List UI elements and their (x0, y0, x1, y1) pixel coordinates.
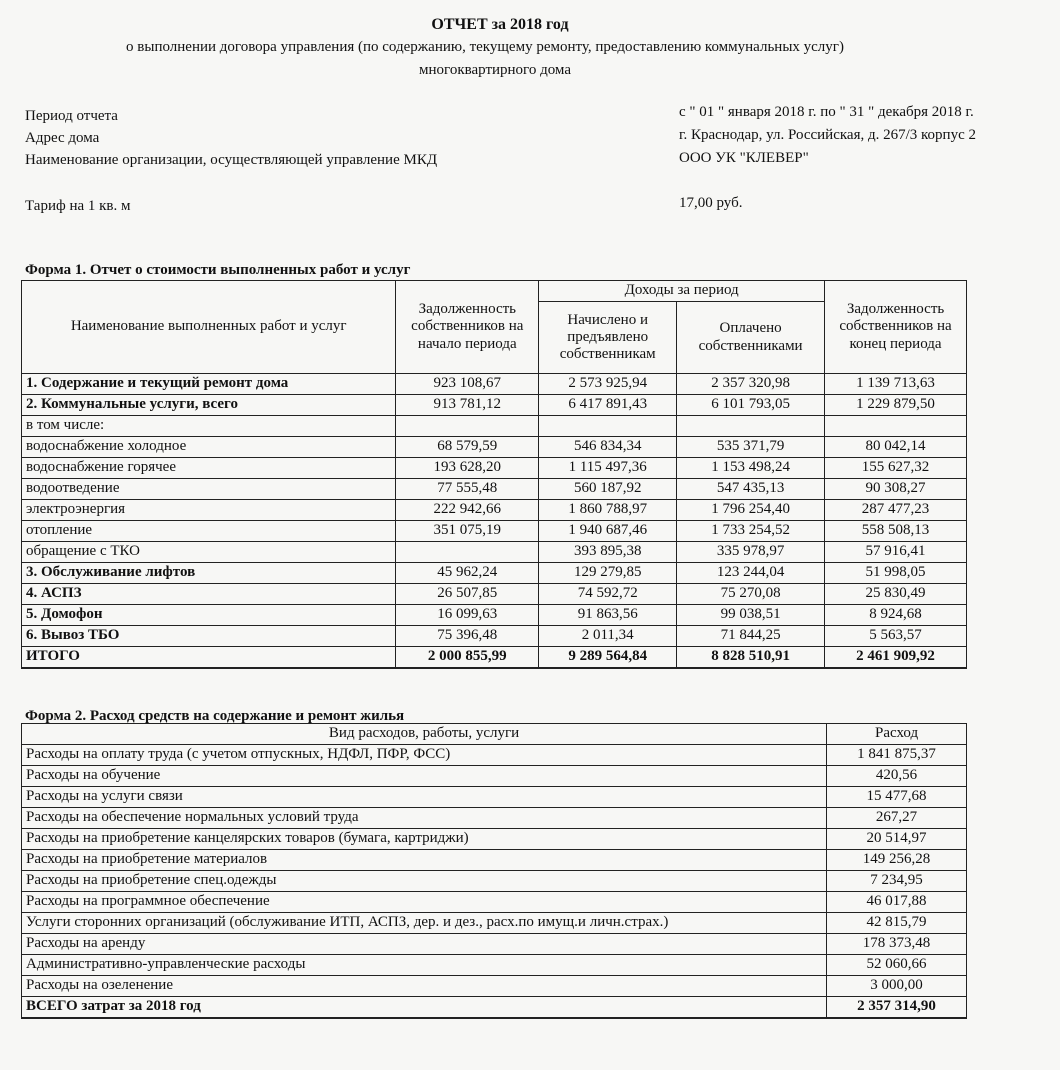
row-value: 1 796 254,40 (677, 500, 825, 521)
expense-value: 52 060,66 (827, 955, 967, 976)
row-label: водоснабжение горячее (22, 458, 396, 479)
header-name: Наименование выполненных работ и услуг (22, 281, 396, 374)
row-value: 923 108,67 (396, 374, 539, 395)
row-value: 26 507,85 (396, 584, 539, 605)
row-value: 68 579,59 (396, 437, 539, 458)
row-label: водоснабжение холодное (22, 437, 396, 458)
row-label: ИТОГО (22, 647, 396, 669)
period-value: с " 01 " января 2018 г. по " 31 " декабря 2018 г. (679, 104, 974, 120)
table-row (22, 563, 967, 584)
expense-value: 20 514,97 (827, 829, 967, 850)
row-value: 560 187,92 (539, 479, 677, 500)
expense-label: Административно-управленческие расходы (22, 955, 827, 976)
expense-value: 3 000,00 (827, 976, 967, 997)
row-value: 193 628,20 (396, 458, 539, 479)
row-value: 75 396,48 (396, 626, 539, 647)
table-row (22, 766, 967, 787)
row-value: 351 075,19 (396, 521, 539, 542)
row-value: 287 477,23 (825, 500, 967, 521)
table-row (22, 955, 967, 976)
row-value: 45 962,24 (396, 563, 539, 584)
row-value: 80 042,14 (825, 437, 967, 458)
row-value: 1 115 497,36 (539, 458, 677, 479)
row-label: 2. Коммунальные услуги, всего (22, 395, 396, 416)
header-income: Доходы за период (539, 281, 825, 302)
header-debt-start: Задолженность собственников на начало периода (396, 281, 539, 374)
expense-value: 178 373,48 (827, 934, 967, 955)
row-value: 123 244,04 (677, 563, 825, 584)
row-value: 393 895,38 (539, 542, 677, 563)
expense-label: Расходы на обеспечение нормальных условий труда (22, 808, 827, 829)
table-row (22, 374, 967, 395)
row-label: 6. Вывоз ТБО (22, 626, 396, 647)
row-value: 129 279,85 (539, 563, 677, 584)
row-label: водоотведение (22, 479, 396, 500)
expense-label: Расходы на приобретение спец.одежды (22, 871, 827, 892)
row-value: 558 508,13 (825, 521, 967, 542)
expense-label: Услуги сторонних организаций (обслуживание ИТП, АСПЗ, дер. и дез., расх.по имущ.и личн.страх.) (22, 913, 827, 934)
expense-label: Расходы на приобретение канцелярских товаров (бумага, картриджи) (22, 829, 827, 850)
table-row (22, 871, 967, 892)
row-value: 222 942,66 (396, 500, 539, 521)
row-value (825, 416, 967, 437)
row-value: 16 099,63 (396, 605, 539, 626)
row-label: 4. АСПЗ (22, 584, 396, 605)
row-value: 1 860 788,97 (539, 500, 677, 521)
row-value: 1 153 498,24 (677, 458, 825, 479)
row-value: 6 101 793,05 (677, 395, 825, 416)
expense-label: Расходы на аренду (22, 934, 827, 955)
row-value: 913 781,12 (396, 395, 539, 416)
table-row (22, 542, 967, 563)
address-label: Адрес дома (25, 130, 100, 146)
row-value: 25 830,49 (825, 584, 967, 605)
row-value: 51 998,05 (825, 563, 967, 584)
row-value: 9 289 564,84 (539, 647, 677, 669)
row-value: 8 924,68 (825, 605, 967, 626)
expense-value: 267,27 (827, 808, 967, 829)
table-row (22, 395, 967, 416)
row-label: 1. Содержание и текущий ремонт дома (22, 374, 396, 395)
table-row (22, 787, 967, 808)
row-value: 2 357 320,98 (677, 374, 825, 395)
row-value: 74 592,72 (539, 584, 677, 605)
header-debt-end: Задолженность собственников на конец периода (825, 281, 967, 374)
row-value: 155 627,32 (825, 458, 967, 479)
row-value: 90 308,27 (825, 479, 967, 500)
table-row (22, 913, 967, 934)
expense-value: 2 357 314,90 (827, 997, 967, 1019)
row-value: 535 371,79 (677, 437, 825, 458)
header-paid: Оплачено собственниками (677, 302, 825, 374)
row-label: обращение с ТКО (22, 542, 396, 563)
table-row (22, 892, 967, 913)
report-subtitle-2: многоквартирного дома (419, 62, 571, 78)
row-value: 2 573 925,94 (539, 374, 677, 395)
row-value: 1 733 254,52 (677, 521, 825, 542)
report-title: ОТЧЕТ за 2018 год (431, 16, 569, 33)
row-value (396, 542, 539, 563)
row-label: в том числе: (22, 416, 396, 437)
row-value: 5 563,57 (825, 626, 967, 647)
org-label: Наименование организации, осуществляющей управление МКД (25, 152, 438, 168)
form1-table (21, 280, 967, 669)
row-value: 2 000 855,99 (396, 647, 539, 669)
row-value (677, 416, 825, 437)
expense-value: 15 477,68 (827, 787, 967, 808)
expense-value: 149 256,28 (827, 850, 967, 871)
form2-title: Форма 2. Расход средств на содержание и ремонт жилья (25, 708, 405, 724)
row-value: 335 978,97 (677, 542, 825, 563)
row-value: 1 940 687,46 (539, 521, 677, 542)
row-value: 71 844,25 (677, 626, 825, 647)
row-value: 99 038,51 (677, 605, 825, 626)
table-row (22, 500, 967, 521)
report-subtitle: о выполнении договора управления (по содержанию, текущему ремонту, предоставлению коммунальных услуг) (126, 39, 844, 55)
expense-value: 42 815,79 (827, 913, 967, 934)
form2-table (21, 723, 967, 1019)
tariff-value: 17,00 руб. (679, 195, 743, 211)
row-value: 75 270,08 (677, 584, 825, 605)
expense-label: Расходы на услуги связи (22, 787, 827, 808)
table-row (22, 479, 967, 500)
expense-label: Расходы на озеленение (22, 976, 827, 997)
table-row (22, 521, 967, 542)
expense-value: 1 841 875,37 (827, 745, 967, 766)
header-charged: Начислено и предъявлено собственникам (539, 302, 677, 374)
row-value (539, 416, 677, 437)
row-value: 546 834,34 (539, 437, 677, 458)
table-row (22, 976, 967, 997)
row-label: 5. Домофон (22, 605, 396, 626)
form1-title: Форма 1. Отчет о стоимости выполненных работ и услуг (25, 262, 411, 278)
row-value: 91 863,56 (539, 605, 677, 626)
expense-label: Расходы на программное обеспечение (22, 892, 827, 913)
org-value: ООО УК "КЛЕВЕР" (679, 150, 809, 166)
period-label: Период отчета (25, 108, 118, 124)
header-expense-kind: Вид расходов, работы, услуги (22, 724, 827, 745)
row-value: 57 916,41 (825, 542, 967, 563)
tariff-label: Тариф на 1 кв. м (25, 198, 131, 214)
row-value: 2 461 909,92 (825, 647, 967, 669)
row-value: 77 555,48 (396, 479, 539, 500)
table-row (22, 584, 967, 605)
row-label: отопление (22, 521, 396, 542)
table-row (22, 934, 967, 955)
row-value: 2 011,34 (539, 626, 677, 647)
row-value (396, 416, 539, 437)
expense-value: 46 017,88 (827, 892, 967, 913)
table-row (22, 850, 967, 871)
expense-value: 420,56 (827, 766, 967, 787)
expense-label: Расходы на приобретение материалов (22, 850, 827, 871)
table-row (22, 416, 967, 437)
table-row (22, 808, 967, 829)
table-row (22, 647, 967, 669)
table-row (22, 626, 967, 647)
expense-value: 7 234,95 (827, 871, 967, 892)
table-row (22, 829, 967, 850)
table-row (22, 997, 967, 1019)
row-value: 1 229 879,50 (825, 395, 967, 416)
table-row (22, 745, 967, 766)
expense-label: Расходы на оплату труда (с учетом отпускных, НДФЛ, ПФР, ФСС) (22, 745, 827, 766)
row-label: электроэнергия (22, 500, 396, 521)
row-value: 547 435,13 (677, 479, 825, 500)
table-row (22, 605, 967, 626)
address-value: г. Краснодар, ул. Российская, д. 267/3 корпус 2 (679, 127, 976, 143)
expense-label: Расходы на обучение (22, 766, 827, 787)
table-row (22, 458, 967, 479)
table-row (22, 437, 967, 458)
header-expense: Расход (827, 724, 967, 745)
row-value: 8 828 510,91 (677, 647, 825, 669)
expense-label: ВСЕГО затрат за 2018 год (22, 997, 827, 1019)
row-value: 6 417 891,43 (539, 395, 677, 416)
row-value: 1 139 713,63 (825, 374, 967, 395)
row-label: 3. Обслуживание лифтов (22, 563, 396, 584)
